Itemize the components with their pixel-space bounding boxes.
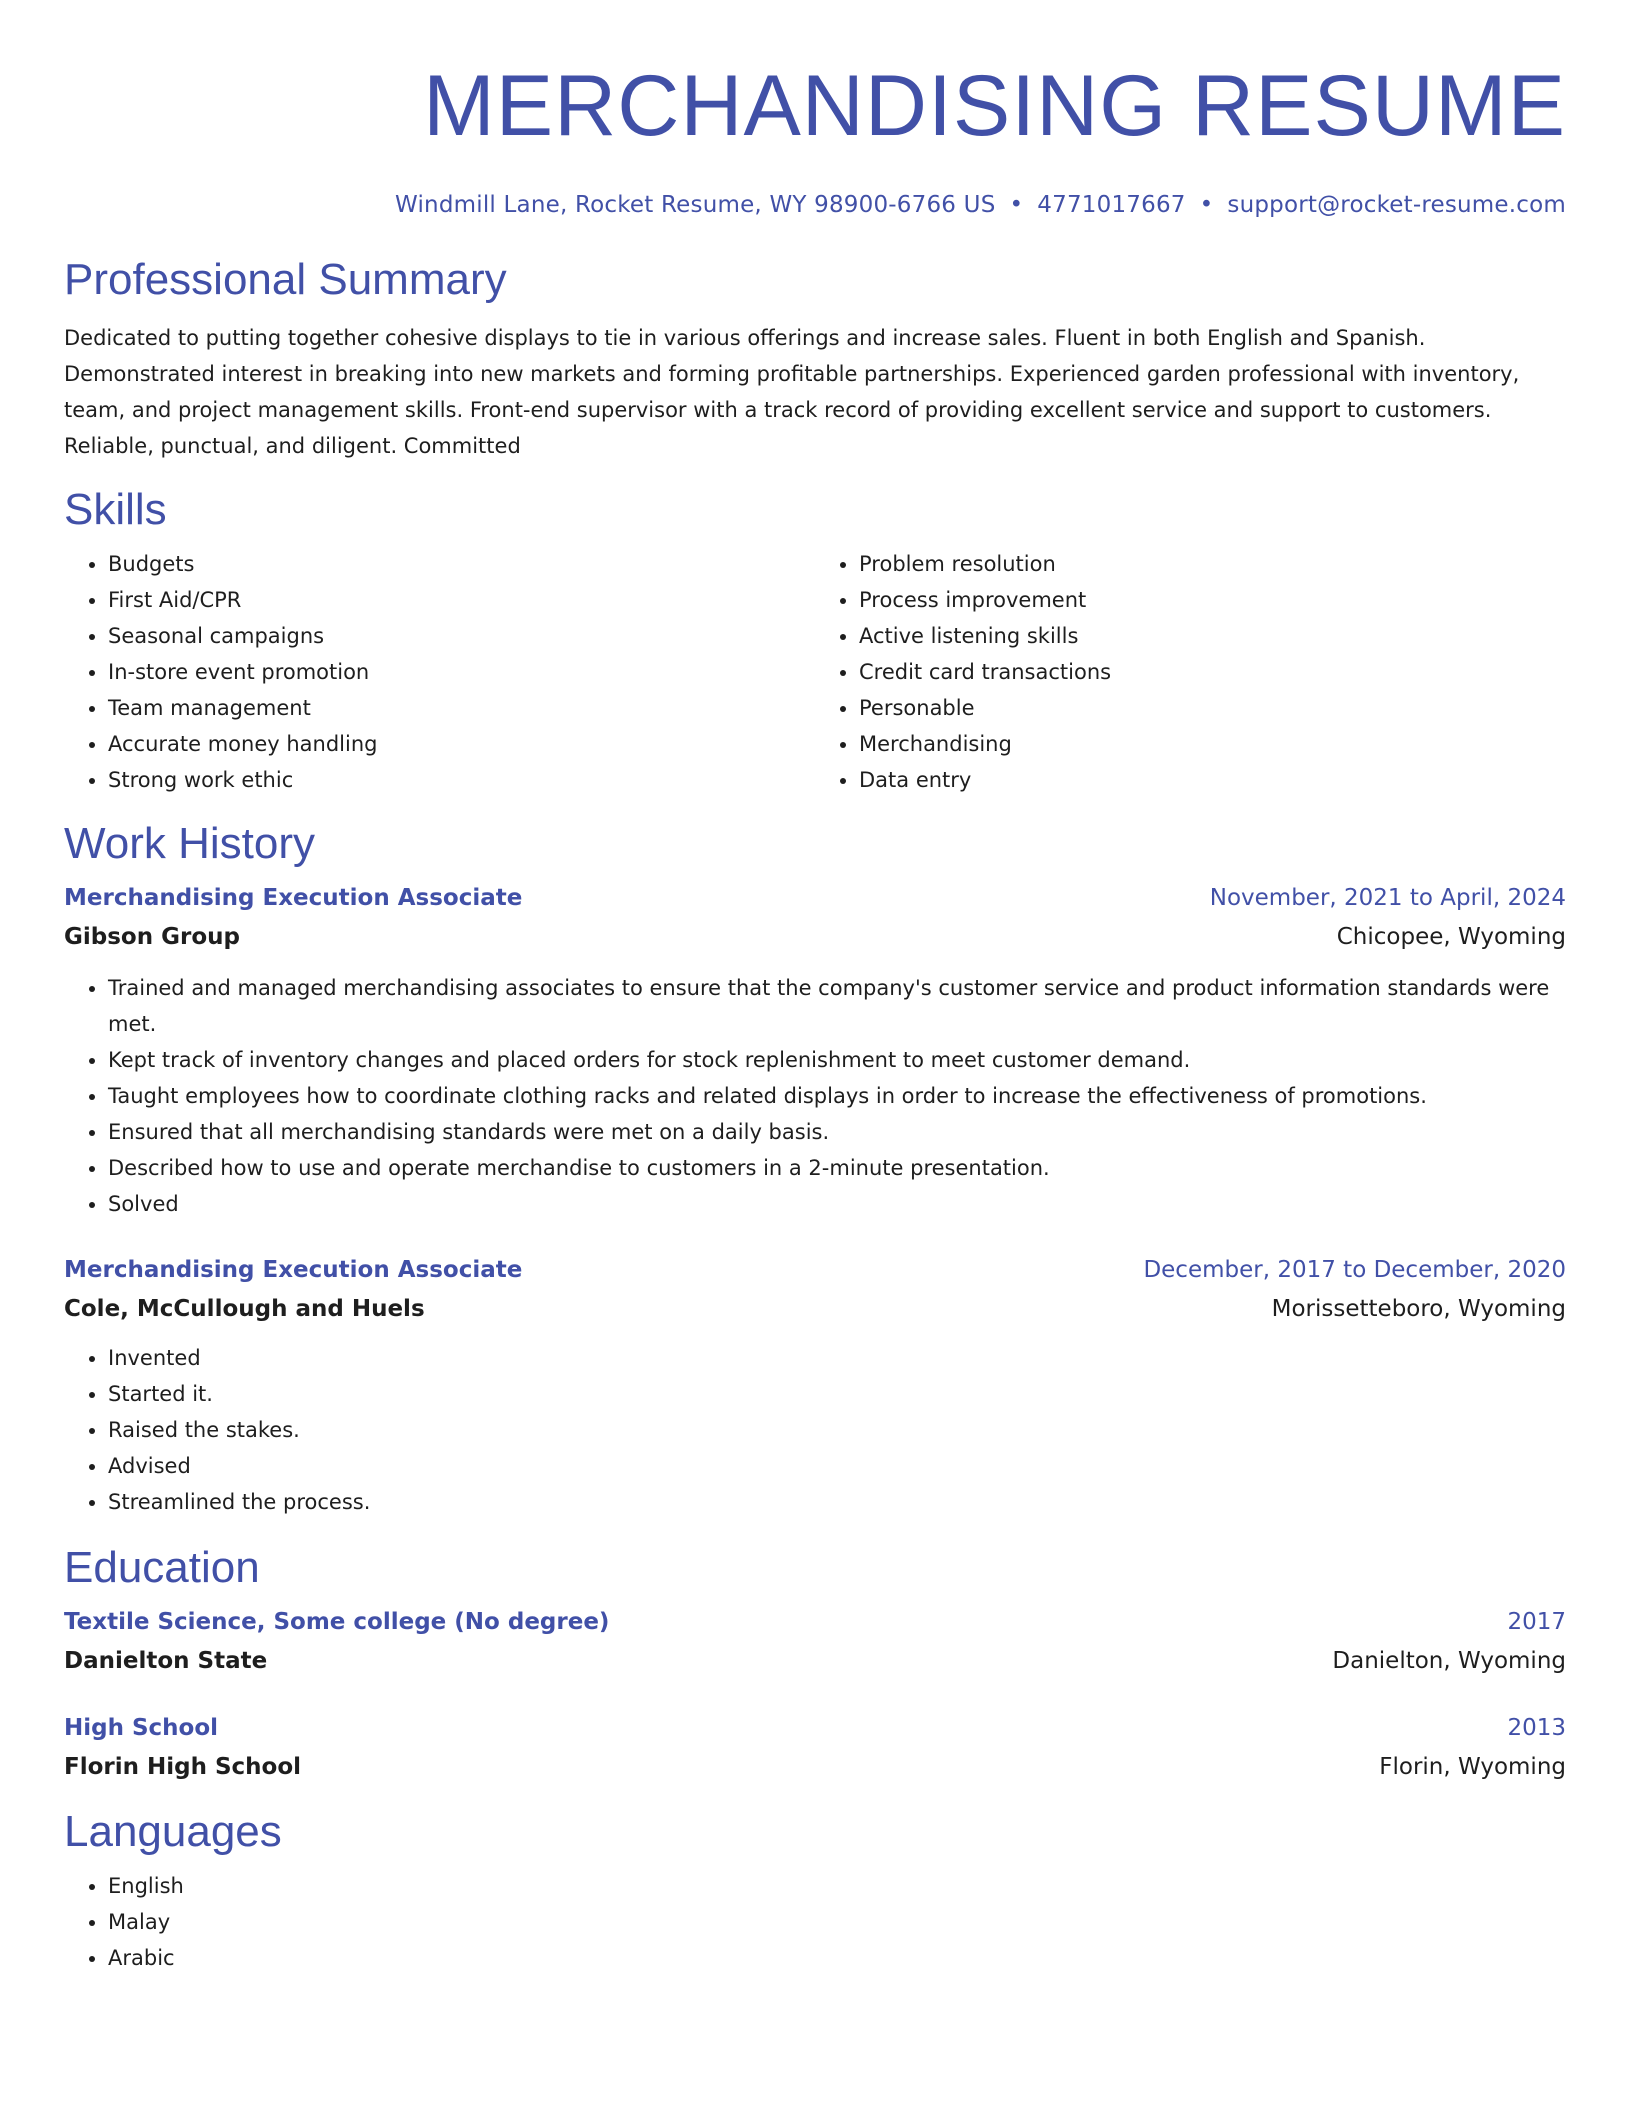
job-bullet: • Ensured that all merchandising standards were met on a daily basis. [108,1114,1566,1150]
skill-item: • Accurate money handling [108,726,815,762]
job-company: Gibson Group [64,924,240,950]
languages-heading: Languages [64,1807,282,1856]
education-entry [64,1708,1566,1786]
work-heading: Work History [64,819,315,868]
education-location: Florin, Wyoming [1379,1754,1566,1780]
job-location: Chicopee, Wyoming [1336,924,1566,950]
education-school: Danielton State [64,1648,268,1674]
contact-address: Windmill Lane, Rocket Resume, WY 98900-6766 US [395,192,996,218]
skill-item: • Credit card transactions [859,654,1566,690]
contact-separator: • [1199,192,1214,218]
job-bullets [64,1340,1566,1520]
summary-heading: Professional Summary [64,255,507,304]
job-bullet: • Streamlined the process. [108,1484,1566,1520]
education-location: Danielton, Wyoming [1332,1648,1566,1674]
job-bullet: • Solved [108,1186,1566,1222]
job-entry [64,1250,1566,1520]
education-degree: Textile Science, Some college (No degree) [64,1609,610,1635]
skill-item: • Merchandising [859,726,1566,762]
job-title: Merchandising Execution Associate [64,1257,523,1283]
job-bullet: • Raised the stakes. [108,1412,1566,1448]
skill-item: • Process improvement [859,582,1566,618]
job-bullet: • Kept track of inventory changes and placed orders for stock replenishment to meet customer demand. [108,1042,1566,1078]
education-year: 2013 [1507,1715,1566,1741]
job-dates: December, 2017 to December, 2020 [1143,1257,1566,1283]
job-title: Merchandising Execution Associate [64,885,523,911]
language-item: • Malay [108,1904,1566,1940]
language-item: • Arabic [108,1940,1566,1976]
job-company: Cole, McCullough and Huels [64,1296,425,1322]
skill-item: • Problem resolution [859,546,1566,582]
skills-list-right [815,546,1566,798]
language-item: • English [108,1868,1566,1904]
education-degree: High School [64,1715,219,1741]
skills-heading: Skills [64,485,167,534]
skills-columns [64,546,1566,798]
contact-separator: • [1009,192,1024,218]
job-location: Morissetteboro, Wyoming [1271,1296,1566,1322]
education-heading: Education [64,1543,260,1592]
job-bullet: • Described how to use and operate merchandise to customers in a 2-minute presentation. [108,1150,1566,1186]
skill-item: • Data entry [859,762,1566,798]
skill-item: • Strong work ethic [108,762,815,798]
job-entry [64,878,1566,1222]
skill-item: • First Aid/CPR [108,582,815,618]
contact-line [64,192,1566,218]
education-school: Florin High School [64,1754,302,1780]
skill-item: • Seasonal campaigns [108,618,815,654]
skill-item: • Team management [108,690,815,726]
contact-phone: 4771017667 [1037,192,1186,218]
contact-email[interactable]: support@rocket-resume.com [1227,192,1566,218]
skill-item: • Active listening skills [859,618,1566,654]
education-year: 2017 [1507,1609,1566,1635]
skill-item: • In-store event promotion [108,654,815,690]
job-bullet: • Started it. [108,1376,1566,1412]
job-bullet: • Advised [108,1448,1566,1484]
job-dates: November, 2021 to April, 2024 [1209,885,1566,911]
skills-list-left [64,546,815,798]
resume-name: MERCHANDISING RESUME [423,58,1566,154]
skill-item: • Budgets [108,546,815,582]
job-bullets [64,970,1566,1222]
education-entry [64,1602,1566,1680]
job-bullet: • Trained and managed merchandising associates to ensure that the company's customer service and product information standards were met. [108,970,1566,1042]
languages-list [64,1868,1566,1976]
job-bullet: • Taught employees how to coordinate clothing racks and related displays in order to increase the effectiveness of promotions. [108,1078,1566,1114]
job-bullet: • Invented [108,1340,1566,1376]
summary-text: Dedicated to putting together cohesive displays to tie in various offerings and increase sales. Fluent in both English and Spanish. Demonstrated interest in breaking into new markets and forming profitable partnerships. Experienced garden professional with inventory, team, and project management skills. Front-end supervisor with a track record of providing excellent service and support to customers. Reliable, punctual, and diligent. Committed [64,326,1520,458]
skill-item: • Personable [859,690,1566,726]
